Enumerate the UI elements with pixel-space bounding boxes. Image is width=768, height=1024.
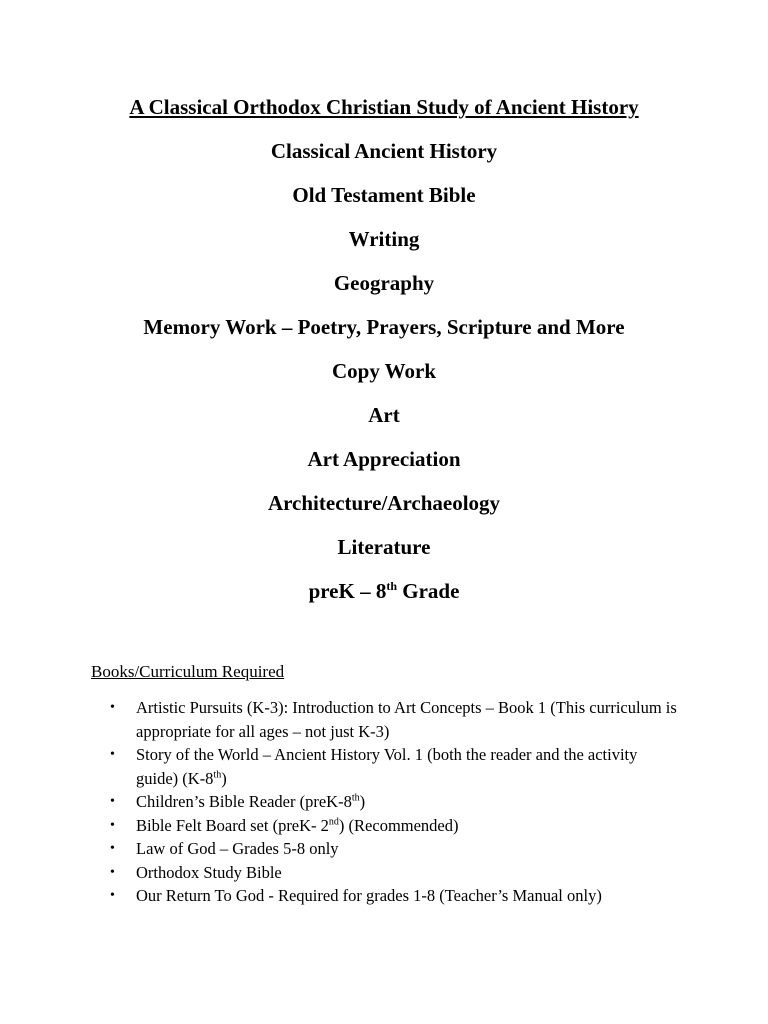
- grade-range-ordinal: th: [386, 579, 398, 593]
- subject-item: Copy Work: [331, 359, 437, 383]
- subject-item: Writing: [348, 227, 420, 251]
- bullet-icon: •: [110, 817, 115, 833]
- book-list: [91, 696, 691, 908]
- document-title: A Classical Orthodox Christian Study of Ancient History: [129, 95, 639, 119]
- bullet-icon: •: [110, 841, 115, 856]
- book-text: Story of the World – Ancient History Vol. 1 (both the reader and the activity guide) (K-8: [136, 745, 638, 788]
- grade-range: [0, 576, 768, 606]
- bullet-icon: •: [110, 794, 115, 809]
- book-ordinal: nd: [328, 816, 339, 827]
- book-text: Our Return To God - Required for grades 1-8 (Teacher’s Manual only): [136, 886, 602, 905]
- subject-item: Art: [368, 403, 400, 427]
- title-block: [0, 92, 768, 606]
- bullet-icon: •: [110, 864, 115, 880]
- book-item: [91, 743, 681, 790]
- book-ordinal: th: [351, 792, 360, 804]
- book-text-end: ): [359, 792, 366, 811]
- books-heading: Books/Curriculum Required: [91, 662, 285, 681]
- subject-item: Classical Ancient History: [270, 139, 498, 163]
- subject-item: Geography: [333, 271, 435, 295]
- book-item: [91, 884, 681, 908]
- book-item: [91, 814, 681, 838]
- subject-item: Art Appreciation: [307, 447, 461, 471]
- book-text-end: ): [221, 768, 227, 788]
- book-text: Orthodox Study Bible: [136, 862, 282, 882]
- grade-range-rest: Grade: [397, 579, 460, 603]
- bullet-icon: •: [110, 888, 115, 903]
- book-text-end: ) (Recommended): [338, 815, 459, 835]
- book-item: [91, 861, 681, 885]
- bullet-icon: •: [110, 700, 115, 715]
- bullet-icon: •: [110, 747, 115, 762]
- subject-item: Architecture/Archaeology: [267, 491, 501, 515]
- books-section: [91, 660, 691, 908]
- book-text: Law of God – Grades 5-8 only: [136, 839, 339, 858]
- book-text: Bible Felt Board set (preK- 2: [136, 815, 329, 835]
- subject-item: Memory Work – Poetry, Prayers, Scripture and More: [143, 315, 625, 339]
- book-item: [91, 696, 681, 743]
- book-text: Artistic Pursuits (K-3): Introduction to Art Concepts – Book 1 (This curriculum is appropriate for all ages – not just K-3): [136, 698, 677, 741]
- subject-list: [0, 136, 768, 606]
- subject-item: Literature: [337, 535, 431, 559]
- grade-range-prefix: preK – 8: [308, 579, 387, 603]
- book-text: Children’s Bible Reader (preK-8: [136, 792, 352, 811]
- book-item: [91, 790, 681, 814]
- book-ordinal: th: [213, 769, 222, 780]
- subject-item: Old Testament Bible: [292, 183, 476, 207]
- book-item: [91, 837, 681, 861]
